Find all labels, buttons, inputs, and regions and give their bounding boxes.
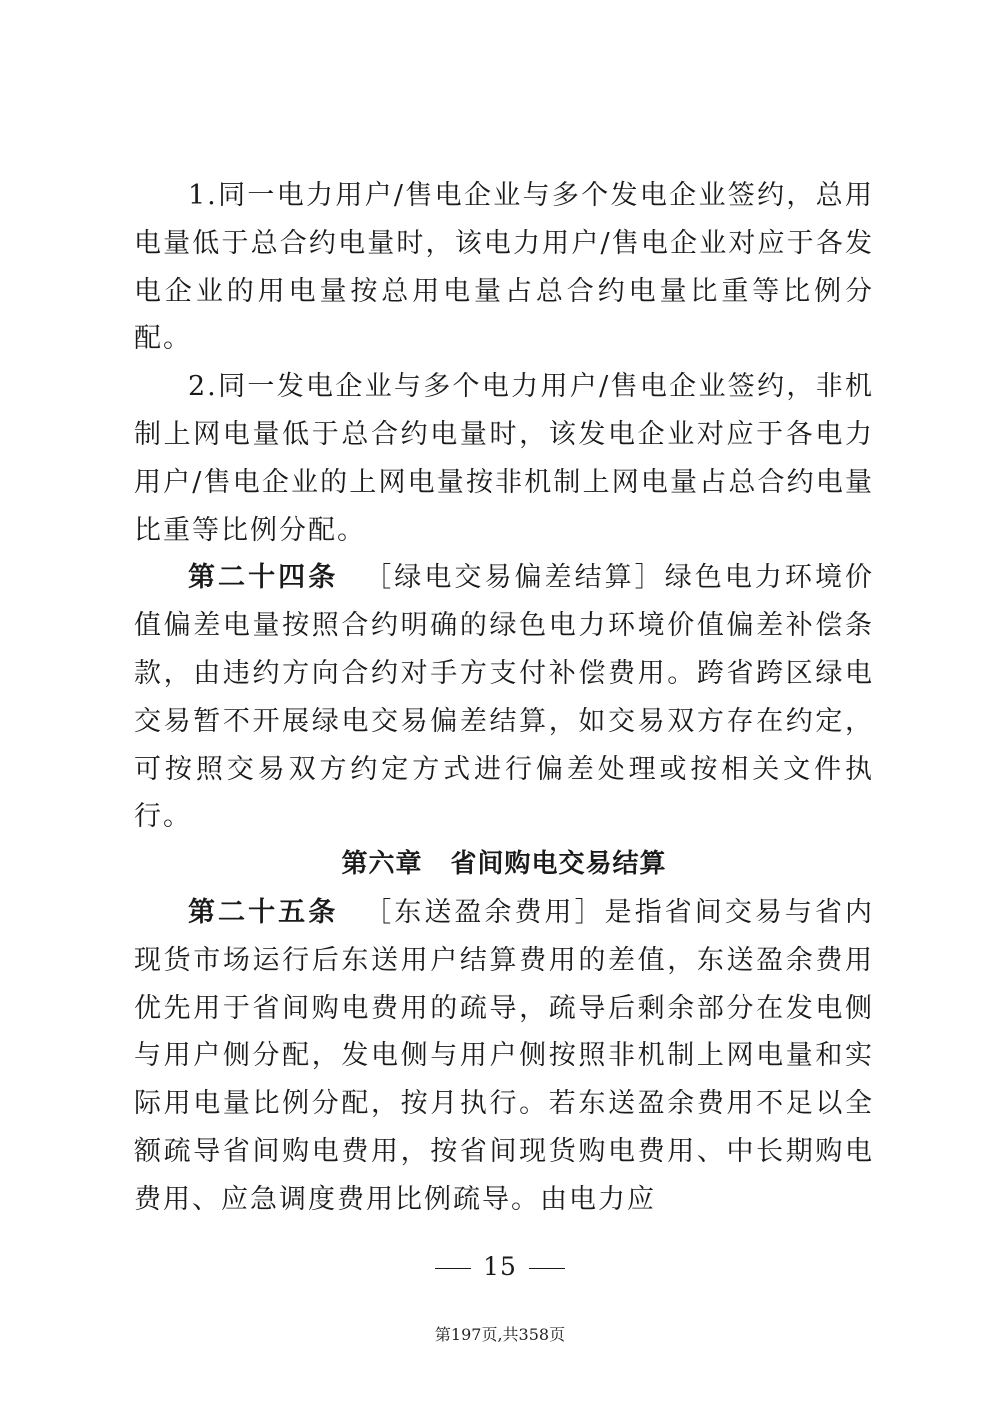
chapter-heading xyxy=(134,841,874,889)
page-footer: 第197页,共358页 xyxy=(434,1325,566,1344)
article-25-topic: ［东送盈余费用］ xyxy=(364,896,605,928)
article-24 xyxy=(134,554,874,841)
paragraph-item-2-text: 2.同一发电企业与多个电力用户/售电企业签约，非机制上网电量低于总合约电量时，该发电企业对应于各电力用户/售电企业的上网电量按非机制上网电量占总合约电量比重等比例分配。 xyxy=(134,371,874,546)
article-24-heading: 第二十四条 xyxy=(188,562,339,594)
article-25-heading: 第二十五条 xyxy=(188,896,339,928)
chapter-number: 第六章 xyxy=(341,849,423,880)
paragraph-item-1-text: 1.同一电力用户/售电企业与多个发电企业签约，总用电量低于总合约电量时，该电力用户/售电企业对应于各发电企业的用电量按总用电量占总合约电量比重等比例分配。 xyxy=(134,180,874,355)
chapter-title: 省间购电交易结算 xyxy=(450,849,667,880)
article-25 xyxy=(134,889,874,1224)
article-25-text: 是指省间交易与省内现货市场运行后东送用户结算费用的差值，东送盈余费用优先用于省间购电费用的疏导，疏导后剩余部分在发电侧与用户侧分配，发电侧与用户侧按照非机制上网电量和实际用电量比例分配，按月执行。若东送盈余费用不足以全额疏导省间购电费用，按省间现货购电费用、中长期购电费用、应急调度费用比例疏导。由电力应 xyxy=(134,896,875,1215)
page-number xyxy=(0,1252,1000,1281)
paragraph-item-1 xyxy=(134,172,874,363)
page-number-dash-left xyxy=(435,1268,471,1270)
page-number-dash-right xyxy=(529,1268,565,1270)
article-24-topic: ［绿电交易偏差结算］ xyxy=(364,562,665,594)
page-number-value: 15 xyxy=(483,1252,517,1281)
body-text xyxy=(134,172,874,1224)
paragraph-item-2 xyxy=(134,363,874,554)
article-24-text: 绿色电力环境价值偏差电量按照合约明确的绿色电力环境价值偏差补偿条款，由违约方向合约对手方支付补偿费用。跨省跨区绿电交易暂不开展绿电交易偏差结算，如交易双方存在约定，可按照交易双方约定方式进行偏差处理或按相关文件执行。 xyxy=(134,562,875,833)
